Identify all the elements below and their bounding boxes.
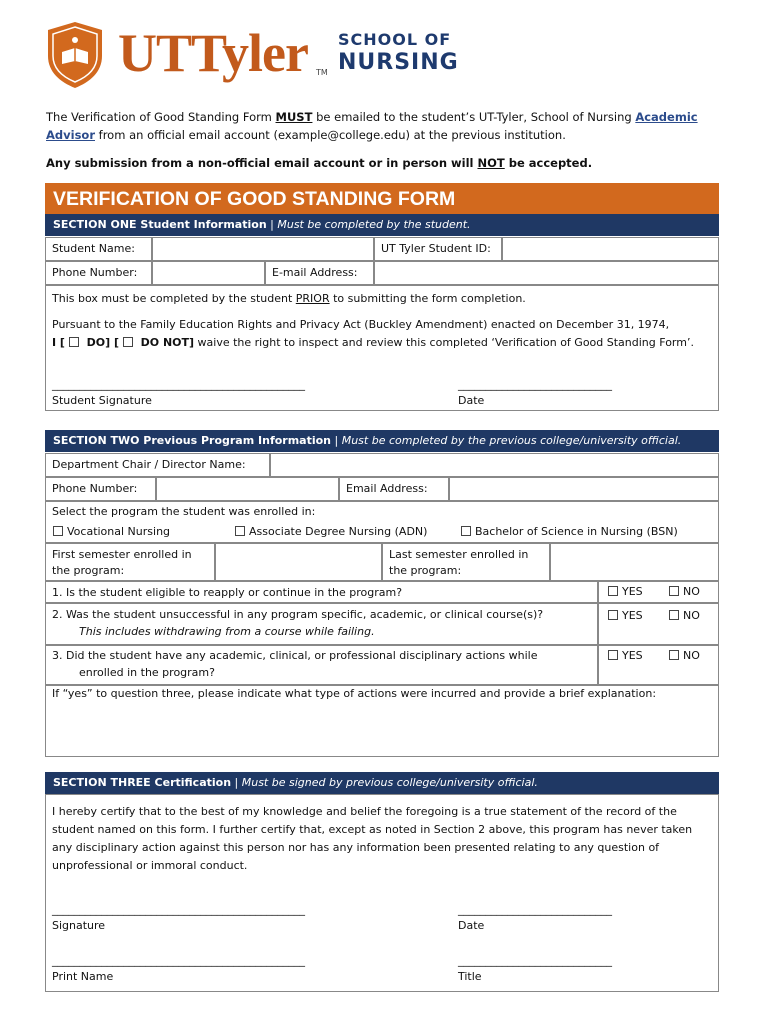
intro-paragraph: [46, 108, 726, 144]
cert-line-1: I hereby certify that to the best of my knowledge and belief the foregoing is a true statement of the record of the: [52, 805, 677, 818]
email-field[interactable]: [374, 261, 719, 285]
not-emphasis: NOT: [477, 156, 505, 170]
yes-label: YES: [622, 609, 643, 622]
section-two-label: SECTION TWO Previous Program Information: [53, 434, 332, 447]
school-of-label: SCHOOL OF: [338, 30, 452, 49]
ferpa-line-2: [52, 334, 694, 351]
q1-no-checkbox[interactable]: [669, 586, 679, 596]
q1-yes-checkbox[interactable]: [608, 586, 618, 596]
separator: |: [331, 434, 342, 447]
academic-advisor-link[interactable]: Academic: [635, 110, 698, 124]
must-emphasis: MUST: [275, 110, 313, 124]
print-name-label: Print Name: [52, 970, 114, 983]
student-id-field[interactable]: [502, 237, 719, 261]
section-three-header: [45, 772, 719, 794]
explanation-prompt: If “yes” to question three, please indicate what type of actions were incurred and provide a brief explanation:: [52, 687, 657, 700]
intro-text: from an official email account (example@college.edu) at the previous institution.: [95, 128, 566, 142]
q1-no[interactable]: [669, 583, 700, 600]
adn-checkbox[interactable]: [235, 526, 245, 536]
ut-tyler-wordmark: UTTyler: [118, 23, 308, 83]
q2-yes[interactable]: [608, 607, 643, 624]
yes-label: YES: [622, 649, 643, 662]
q3-no[interactable]: [669, 647, 700, 664]
q3-no-checkbox[interactable]: [669, 650, 679, 660]
last-semester-field[interactable]: [550, 543, 719, 581]
yes-label: YES: [622, 585, 643, 598]
ferpa-line-1: Pursuant to the Family Education Rights and Privacy Act (Buckley Amendment) enacted on December 31, 1974,: [52, 318, 670, 331]
form-title: VERIFICATION OF GOOD STANDING FORM: [45, 183, 719, 214]
trademark-symbol: TM: [316, 68, 328, 77]
cert-line-4: unprofessional or immoral conduct.: [52, 859, 248, 872]
chair-field[interactable]: [270, 453, 719, 477]
academic-advisor-link[interactable]: Advisor: [46, 128, 95, 142]
do-label: DO] [: [82, 336, 123, 349]
warning-text: be accepted.: [504, 156, 593, 170]
intro-text: be emailed to the student’s UT-Tyler, School of Nursing: [312, 110, 636, 124]
section-one-header: [45, 214, 719, 236]
section-three-note: Must be signed by previous college/university official.: [241, 776, 538, 789]
separator: |: [231, 776, 242, 789]
no-label: NO: [683, 609, 700, 622]
title-line[interactable]: ____________________________: [458, 954, 612, 967]
bsn-checkbox[interactable]: [461, 526, 471, 536]
student-name-field[interactable]: [152, 237, 374, 261]
question-1: 1. Is the student eligible to reapply or continue in the program?: [45, 581, 598, 603]
prior-text: This box must be completed by the student: [52, 292, 296, 305]
program-prompt: Select the program the student was enrolled in:: [52, 505, 316, 518]
phone-label: Phone Number:: [45, 261, 152, 285]
student-date-label: Date: [458, 394, 485, 407]
phone-field[interactable]: [152, 261, 265, 285]
official-email-label: Email Address:: [339, 477, 449, 501]
vn-label: Vocational Nursing: [67, 525, 171, 538]
question-3-text-cont: enrolled in the program?: [79, 666, 215, 679]
student-signature-line[interactable]: ______________________________________________: [52, 378, 305, 391]
program-option-vn[interactable]: [53, 523, 170, 540]
verification-form: [45, 183, 719, 993]
ferpa-text: I [: [52, 336, 69, 349]
program-option-adn[interactable]: [235, 523, 427, 540]
first-semester-field[interactable]: [215, 543, 382, 581]
email-label: E-mail Address:: [265, 261, 374, 285]
official-signature-label: Signature: [52, 919, 106, 932]
no-label: NO: [683, 649, 700, 662]
section-one-label: SECTION ONE Student Information: [53, 218, 267, 231]
section-two-note: Must be completed by the previous college/university official.: [341, 434, 682, 447]
do-not-waive-checkbox[interactable]: [123, 337, 133, 347]
official-phone-label: Phone Number:: [45, 477, 156, 501]
prior-notice: [52, 290, 526, 307]
section-three-label: SECTION THREE Certification: [53, 776, 232, 789]
official-date-line[interactable]: ____________________________: [458, 903, 612, 916]
q2-no-checkbox[interactable]: [669, 610, 679, 620]
question-2-note: This includes withdrawing from a course while failing.: [79, 625, 375, 638]
chair-label: Department Chair / Director Name:: [45, 453, 270, 477]
bsn-label: Bachelor of Science in Nursing (BSN): [475, 525, 678, 538]
ferpa-text: waive the right to inspect and review this completed ‘Verification of Good Standing Form’.: [194, 336, 694, 349]
submission-warning: [46, 154, 592, 172]
student-name-label: Student Name:: [45, 237, 152, 261]
first-semester-label: First semester enrolled in the program:: [45, 543, 215, 581]
intro-text: The Verification of Good Standing Form: [46, 110, 276, 124]
q3-yes-checkbox[interactable]: [608, 650, 618, 660]
do-not-label: DO NOT]: [136, 336, 195, 349]
q2-yes-checkbox[interactable]: [608, 610, 618, 620]
section-two-header: [45, 430, 719, 452]
no-label: NO: [683, 585, 700, 598]
separator: |: [266, 218, 278, 231]
last-semester-label: Last semester enrolled in the program:: [382, 543, 550, 581]
adn-label: Associate Degree Nursing (ADN): [249, 525, 428, 538]
university-shield-logo: [44, 20, 106, 90]
prior-emphasis: PRIOR: [295, 292, 330, 305]
program-option-bsn[interactable]: [461, 523, 678, 540]
q1-yes[interactable]: [608, 583, 643, 600]
section-one-note: Must be completed by the student.: [277, 218, 471, 231]
student-id-label: UT Tyler Student ID:: [374, 237, 502, 261]
print-name-line[interactable]: ______________________________________________: [52, 954, 305, 967]
vn-checkbox[interactable]: [53, 526, 63, 536]
cert-line-2: student named on this form. I further certify that, except as noted in Section 2 above, this program has never taken: [52, 823, 693, 836]
title-label: Title: [458, 970, 482, 983]
q3-yes[interactable]: [608, 647, 643, 664]
official-date-label: Date: [458, 919, 485, 932]
q2-no[interactable]: [669, 607, 700, 624]
official-email-field[interactable]: [449, 477, 719, 501]
student-date-line[interactable]: ____________________________: [458, 378, 612, 391]
official-phone-field[interactable]: [156, 477, 339, 501]
warning-text: Any submission from a non-official email account or in person will: [46, 156, 478, 170]
cert-line-3: any disciplinary action against this person nor has any information been presented relating to any question of: [52, 841, 660, 854]
prior-text: to submitting the form completion.: [329, 292, 526, 305]
nursing-label: NURSING: [338, 50, 459, 75]
official-signature-line[interactable]: ______________________________________________: [52, 903, 305, 916]
do-waive-checkbox[interactable]: [69, 337, 79, 347]
question-3-text: 3. Did the student have any academic, clinical, or professional disciplinary actions while: [52, 649, 538, 662]
question-2-text: 2. Was the student unsuccessful in any program specific, academic, or clinical course(s)?: [52, 608, 544, 621]
student-signature-label: Student Signature: [52, 394, 152, 407]
